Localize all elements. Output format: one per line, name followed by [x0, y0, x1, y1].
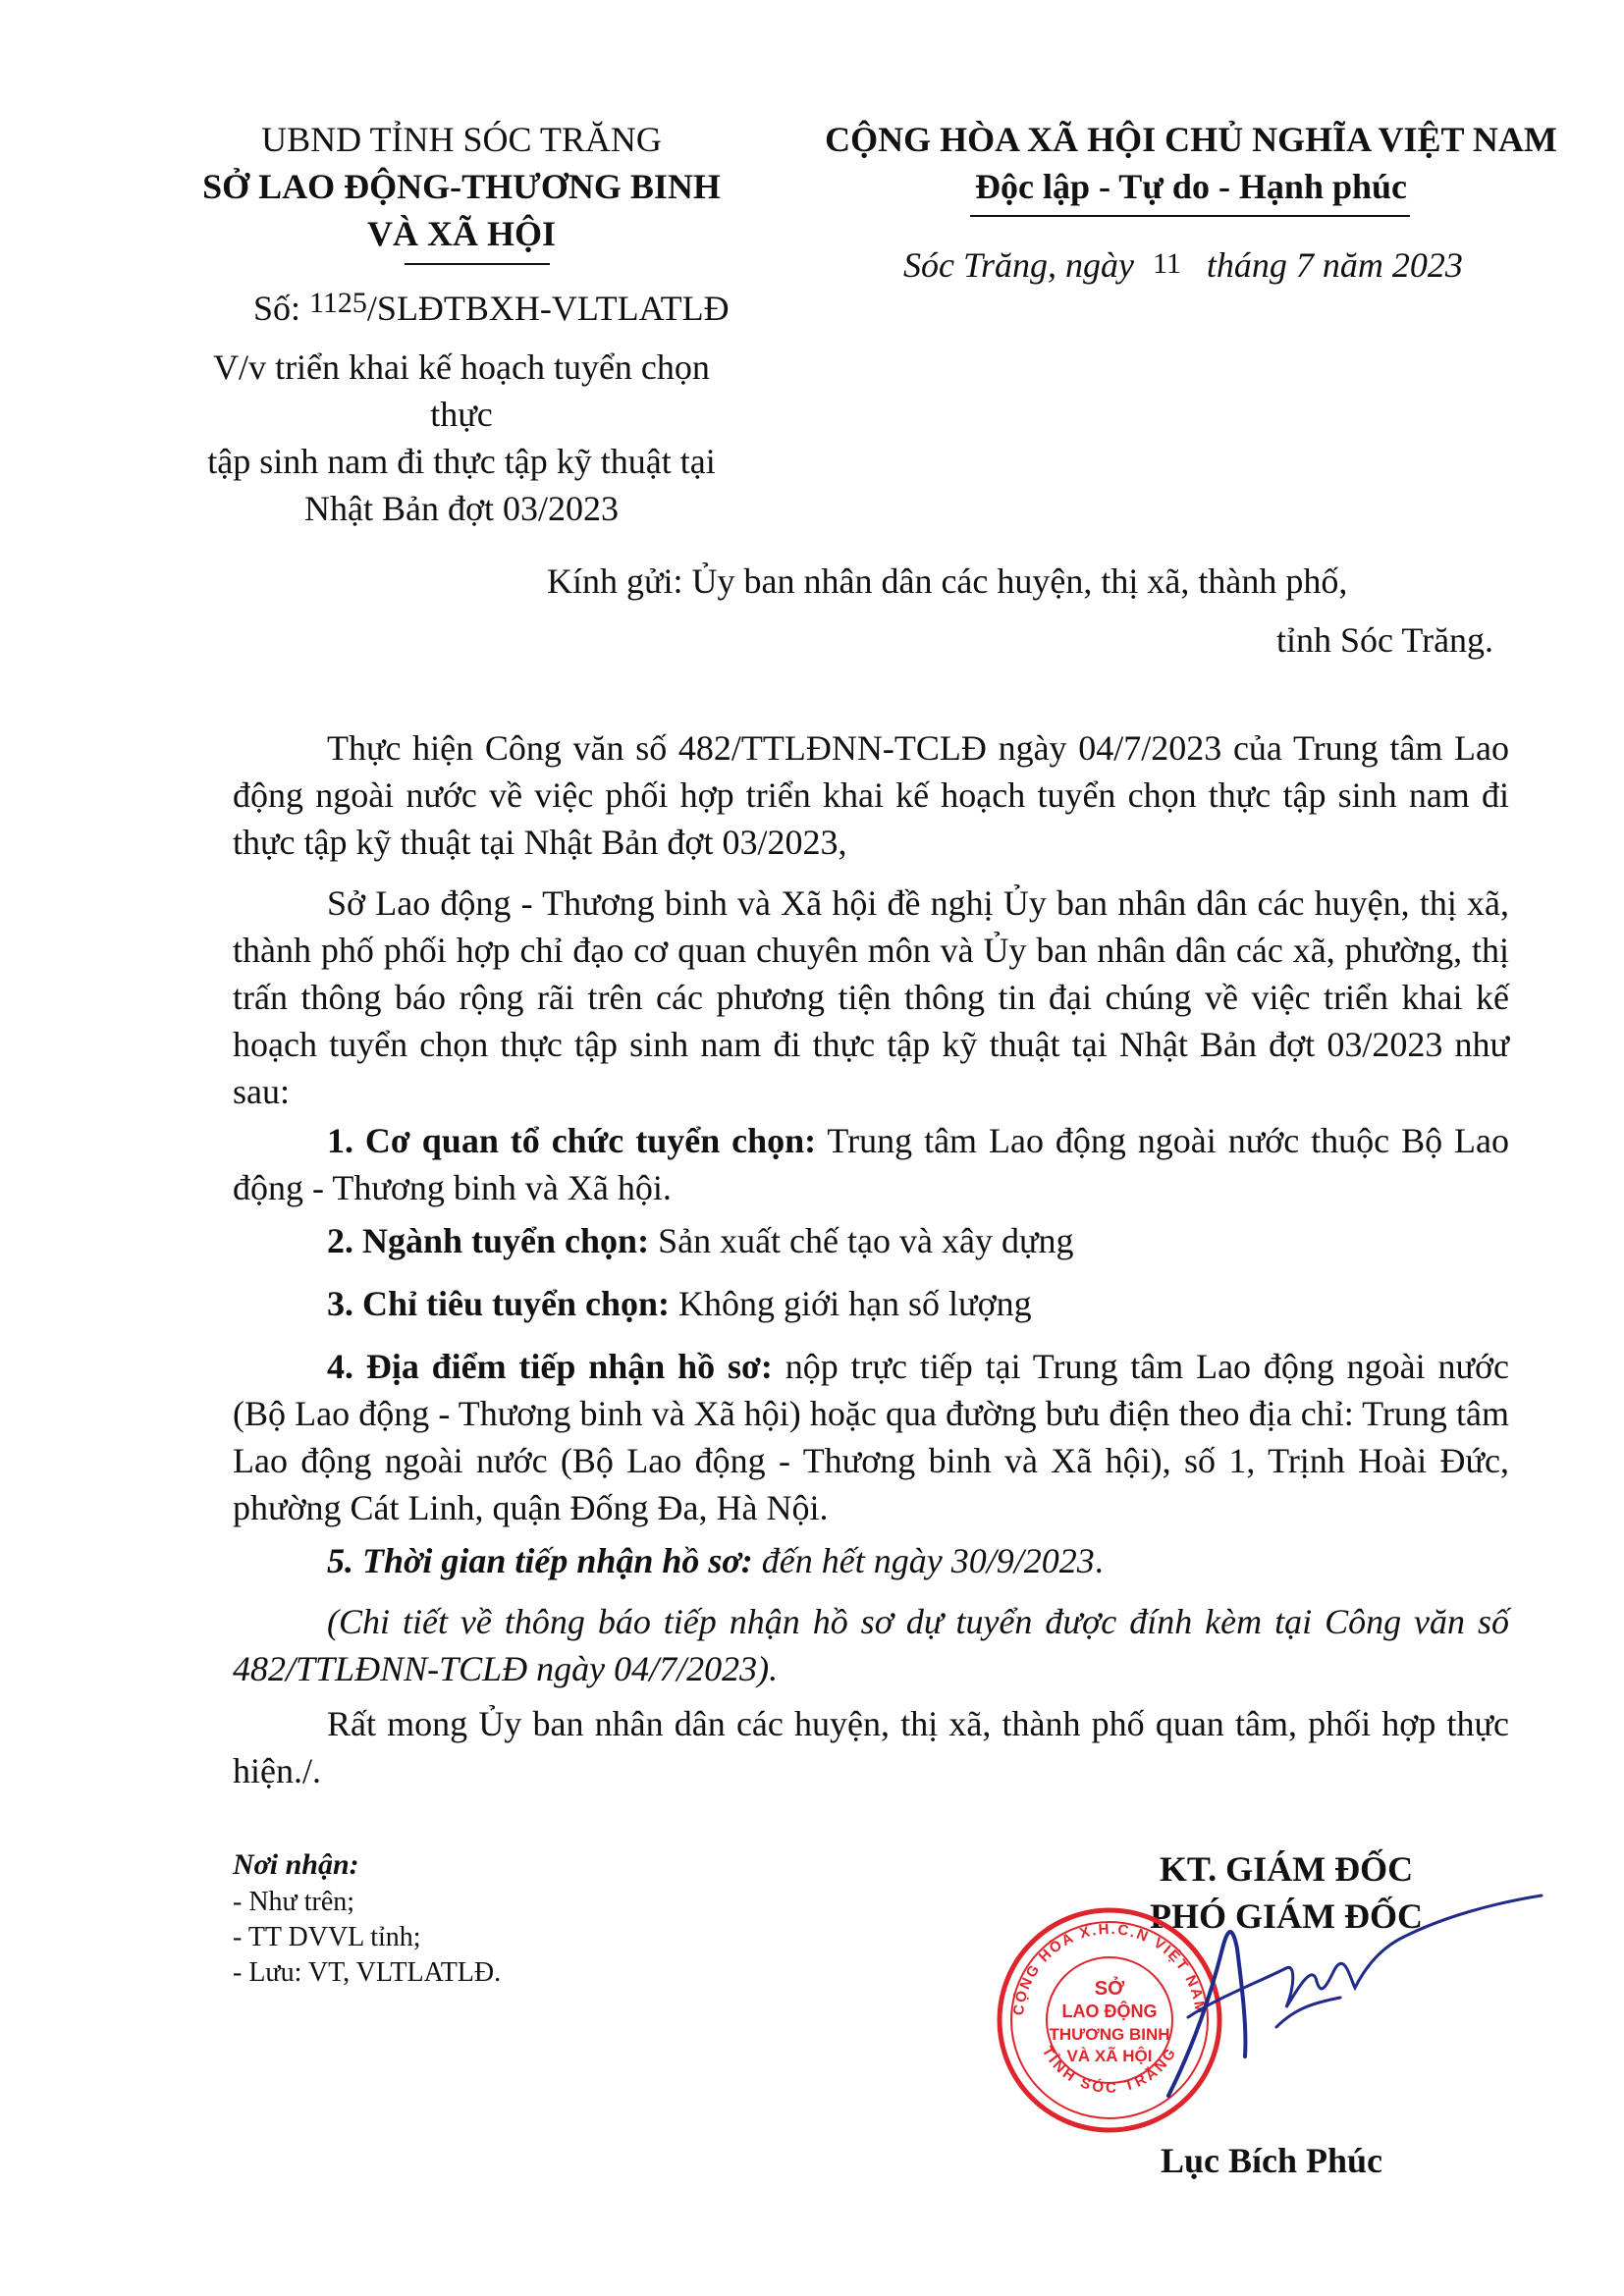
subject-line-1: V/v triển khai kế hoạch tuyển chọn thực [213, 347, 710, 434]
recipient-line-2: tỉnh Sóc Trăng. [1276, 620, 1494, 660]
item4-text: nộp trực tiếp tại Trung tâm Lao động ngoài nước (Bộ Lao động - Thương binh và Xã hội) hoặc qua đường bưu điện theo địa chỉ: Trung tâm Lao động ngoài nước (Bộ Lao động - Thương binh và Xã hội), số 1, Trịnh Hoài Đức, phường Cát Linh, quận Đống Đa, Hà Nội. [233, 1347, 1510, 1527]
issue-date [903, 241, 1591, 292]
closing-paragraph: Rất mong Ủy ban nhân dân các huyện, thị xã, thành phố quan tâm, phối hợp thực hiện./. [233, 1704, 1509, 1790]
item1-text: Trung tâm Lao động ngoài nước thuộc Bộ Lao động - Thương binh và Xã hội. [233, 1121, 1509, 1207]
national-title [803, 116, 1579, 210]
item-deadline [233, 1537, 1509, 1584]
item5-text: đến hết ngày 30/9/2023 [752, 1541, 1095, 1580]
recipient-item: - Như trên; [233, 1887, 355, 1917]
item2-label: 2. Ngành tuyển chọn: [327, 1221, 650, 1260]
recipient-item: - Lưu: VT, VLTLATLĐ. [233, 1957, 502, 1988]
nation-name: CỘNG HÒA XÃ HỘI CHỦ NGHĨA VIỆT NAM [825, 120, 1557, 159]
date-day: 11 [1153, 247, 1181, 280]
number-suffix: /SLĐTBXH-VLTLATLĐ [366, 289, 730, 328]
motto: Độc lập - Tự do - Hạnh phúc [974, 167, 1408, 206]
recipients-list [233, 1845, 724, 1991]
subject-block [196, 344, 727, 532]
seal-center-line-4: VÀ XÃ HỘI [1066, 2047, 1153, 2065]
attachment-note: (Chi tiết về thông báo tiếp nhận hồ sơ dự tuyển được đính kèm tại Công văn số 482/TTLĐNN-TCLĐ ngày 04/7/2023). [233, 1602, 1509, 1688]
seal-ring-text: CỘNG HÒA X.H.C.N VIỆT NAM [1009, 1920, 1210, 2017]
item-organizer [233, 1117, 1509, 1211]
motto-underline [970, 215, 1410, 217]
signature-line-1: KT. GIÁM ĐỐC [1159, 1849, 1414, 1889]
item3-text: Không giới hạn số lượng [670, 1284, 1032, 1323]
recipients-title: Nơi nhận: [233, 1848, 359, 1881]
seal-center-line-1: SỞ [1094, 1978, 1125, 2000]
seal-center-line-3: THƯƠNG BINH [1049, 2025, 1170, 2044]
agency-line-2: SỞ LAO ĐỘNG-THƯƠNG BINH [202, 167, 721, 206]
item3-label: 3. Chỉ tiêu tuyển chọn: [327, 1284, 671, 1323]
paragraph-reference: Thực hiện Công văn số 482/TTLĐNN-TCLĐ ngày 04/7/2023 của Trung tâm Lao động ngoài nước về việc phối hợp triển khai kế hoạch tuyển chọn thực tập sinh nam đi thực tập kỹ thuật tại Nhật Bản đợt 03/2023, [233, 728, 1509, 862]
seal-center-line-2: LAO ĐỘNG [1061, 2002, 1158, 2021]
recipient-line-1: Kính gửi: Ủy ban nhân dân các huyện, thị xã, thành phố, [547, 561, 1348, 601]
paragraph-request: Sở Lao động - Thương binh và Xã hội đề nghị Ủy ban nhân dân các huyện, thị xã, thành phố phối hợp chỉ đạo cơ quan chuyên môn và Ủy ban nhân dân các xã, phường, thị trấn thông báo rộng rãi trên các phương tiện thông tin đại chúng về việc triển khai kế hoạch tuyển chọn thực tập sinh nam đi thực tập kỹ thuật tại Nhật Bản đợt 03/2023 như sau: [233, 883, 1509, 1111]
seal-bottom-text: TỈNH SÓC TRĂNG [1038, 2043, 1181, 2097]
signature-line-2: PHÓ GIÁM ĐỐC [1150, 1896, 1423, 1936]
document-number [253, 285, 764, 335]
recipient-item: - TT DVVL tỉnh; [233, 1922, 421, 1952]
item4-label: 4. Địa điểm tiếp nhận hồ sơ: [327, 1347, 773, 1386]
item-location [233, 1343, 1509, 1531]
date-suffix: tháng 7 năm 2023 [1206, 245, 1463, 285]
item2-text: Sản xuất chế tạo và xây dựng [649, 1221, 1074, 1260]
agency-line-3: VÀ XÃ HỘI [366, 214, 556, 253]
handwritten-signature [1129, 1890, 1561, 2115]
item-field [233, 1217, 1509, 1264]
item5-end: . [1094, 1541, 1104, 1580]
subject-line-2: tập sinh nam đi thực tập kỹ thuật tại [207, 442, 716, 481]
item1-label: 1. Cơ quan tổ chức tuyển chọn: [327, 1121, 817, 1160]
agency-header [196, 116, 727, 257]
item5-label: 5. Thời gian tiếp nhận hồ sơ: [327, 1541, 753, 1580]
item-quota [233, 1280, 1509, 1327]
signer-name: Lục Bích Phúc [1161, 2141, 1383, 2180]
date-prefix: Sóc Trăng, ngày [903, 245, 1144, 285]
number-value: 1125 [309, 287, 367, 319]
number-prefix: Số: [253, 289, 310, 328]
subject-line-3: Nhật Bản đợt 03/2023 [303, 489, 619, 528]
agency-underline [405, 263, 550, 265]
agency-line-1: UBND TỈNH SÓC TRĂNG [261, 120, 662, 159]
